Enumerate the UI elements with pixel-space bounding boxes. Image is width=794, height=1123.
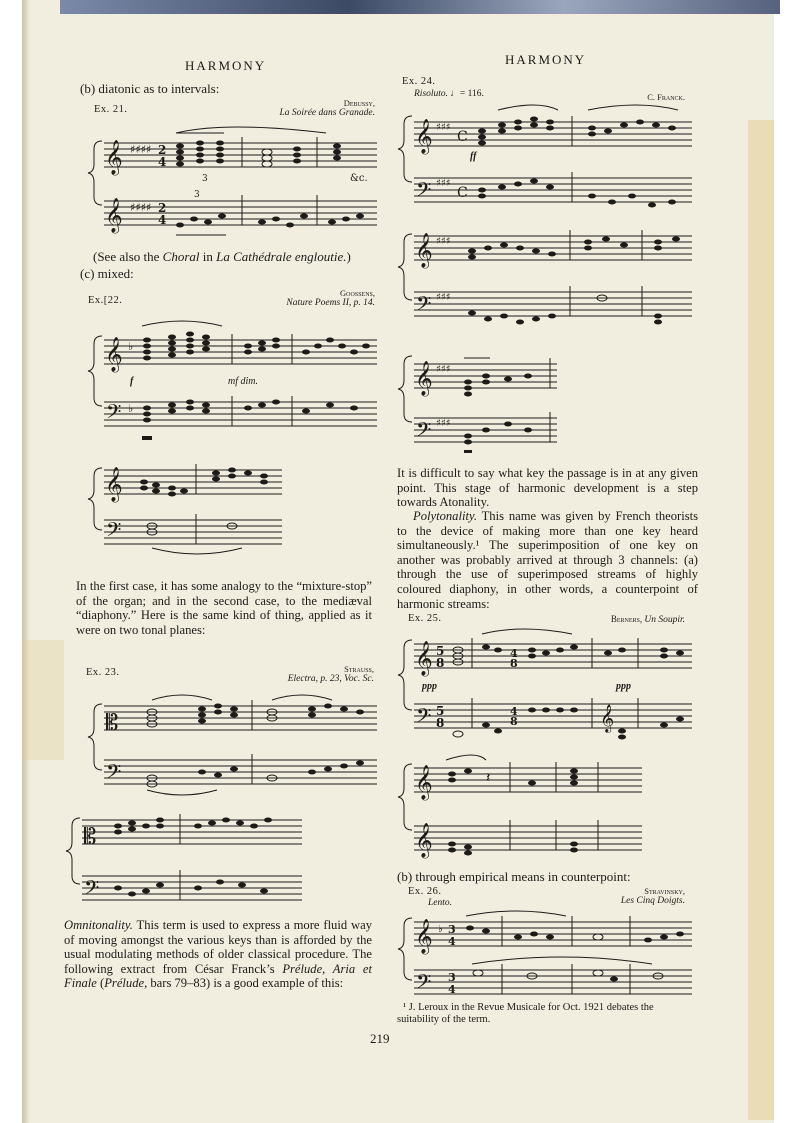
dynamic-ppp: ppp xyxy=(422,681,437,692)
ex22-composer: Goossens, xyxy=(340,288,375,298)
bass-clef-icon: 𝄢 xyxy=(106,760,122,788)
music-example-24c xyxy=(402,342,562,457)
music-example-26 xyxy=(402,908,697,1000)
key-sharps: ♯♯♯ xyxy=(436,236,451,247)
treble-clef-icon: 𝄞 xyxy=(105,467,123,502)
svg-text:𝄽: 𝄽 xyxy=(486,770,491,786)
term-polytonality: Polytonality. xyxy=(413,509,478,523)
staff-lower xyxy=(104,760,377,784)
page-spine-shadow xyxy=(22,0,30,1123)
key-flat: ♭ xyxy=(438,924,443,935)
key-sharps: ♯♯♯ xyxy=(436,178,451,189)
key-sharps: ♯♯♯♯ xyxy=(130,143,152,156)
c-clef-icon: 𝄡 xyxy=(106,711,119,736)
key-flat: ♭ xyxy=(128,340,134,353)
binding-tape xyxy=(22,640,64,760)
c-clef-icon: 𝄡 xyxy=(84,825,97,850)
paragraph-mixture-stop: In the first case, it has some analogy to the “mixture-stop” of the organ; and in the second case, to the mediæval “diaphony.” Here is the same kind of thing, applied as it were on two tonal planes: xyxy=(76,579,372,637)
bass-clef-icon: 𝄢 xyxy=(416,178,432,206)
svg-text:8: 8 xyxy=(510,657,518,670)
music-example-25a xyxy=(402,626,697,746)
chords-bass xyxy=(142,396,358,440)
ex21-composer: Debussy, xyxy=(343,98,375,108)
bass-clef-icon: 𝄢 xyxy=(84,876,100,904)
ex21-work: La Soirée dans Granade. xyxy=(279,108,375,118)
chords-treble xyxy=(140,464,268,497)
footnote: ¹ J. Leroux in the Revue Musicale for Oct. 1921 debates the suitability of the term. xyxy=(397,1002,654,1025)
treble-clef-icon: 𝄞 xyxy=(105,198,123,233)
time-signature: 3 xyxy=(448,971,456,984)
treble-clef-icon: 𝄞 xyxy=(105,140,123,175)
treble-clef-icon: 𝄞 xyxy=(415,919,433,954)
time-signature: 3 xyxy=(448,923,456,936)
section-diatonic: (b) diatonic as to intervals: xyxy=(80,81,220,96)
ex21-label: Ex. 21. xyxy=(94,104,128,115)
ex23-composer: Strauss, xyxy=(344,664,374,674)
section-mixed: (c) mixed: xyxy=(80,266,134,281)
time-signature: 5 xyxy=(436,644,445,658)
staff-upper xyxy=(104,706,377,730)
ex26-attribution xyxy=(580,886,685,906)
music-example-25b xyxy=(402,752,647,864)
music-example-23b xyxy=(70,806,310,911)
binding-tape xyxy=(748,120,774,1120)
see-also-note: (See also the Choral in La Cathédrale engloutie.) xyxy=(93,249,351,264)
time-signature: 2 xyxy=(158,201,167,215)
notes xyxy=(446,755,598,856)
ex24-tempo: Risoluto. ♩= 116. xyxy=(414,89,484,99)
time-signature: 8 xyxy=(436,716,445,730)
treble-clef-icon: 𝄞 xyxy=(415,823,433,858)
key-sharps: ♯♯♯ xyxy=(436,292,451,303)
bass-clef-icon: 𝄢 xyxy=(416,292,432,320)
ex24-composer: C. Franck. xyxy=(647,92,685,102)
dynamic-ppp: ppp xyxy=(616,681,631,692)
staff-treble xyxy=(414,922,692,946)
key-sharps: ♯♯♯ xyxy=(436,418,451,429)
time-signature: 4 xyxy=(158,213,167,227)
ex24-label: Ex. 24. xyxy=(402,76,436,87)
page-number: 219 xyxy=(370,1031,390,1046)
time-signature: 4 xyxy=(448,983,456,996)
triplet-mark: 3 xyxy=(194,190,200,200)
term-omnitonality: Omnitonality. xyxy=(64,918,133,932)
treble-clef-icon: 𝄞 xyxy=(105,337,123,372)
treble-clef-icon: 𝄞 xyxy=(415,361,433,396)
treble-clef-icon: 𝄞 xyxy=(415,641,433,676)
svg-text:8: 8 xyxy=(510,715,518,728)
ex26-tempo: Lento. xyxy=(428,898,453,908)
paragraph-difficult: It is difficult to say what key the passage is in at any given point. This stage of harmonic development is a step towards Atonality. xyxy=(397,466,698,510)
staff-bass xyxy=(414,704,692,728)
chords-lower xyxy=(114,870,268,900)
bass-clef-icon: 𝄢 xyxy=(106,518,122,546)
bass-clef-icon: 𝄢 xyxy=(106,400,122,428)
music-example-24b xyxy=(402,222,697,334)
scan-top-band xyxy=(60,0,780,14)
key-sharps: ♯♯♯♯ xyxy=(130,201,152,214)
time-signature: 5 xyxy=(436,704,445,718)
chords xyxy=(464,358,550,453)
svg-text:4: 4 xyxy=(510,647,518,660)
music-example-22b xyxy=(92,458,382,558)
running-head-right: HARMONY xyxy=(505,52,587,67)
section-empirical: (b) through empirical means in counterpoint: xyxy=(397,869,631,884)
ex22-work: Nature Poems II, p. 14. xyxy=(286,298,375,308)
ex26-work: Les Cinq Doigts. xyxy=(620,896,685,906)
running-head-left: HARMONY xyxy=(185,58,267,73)
treble-clef-icon: 𝄞 xyxy=(415,765,433,800)
ex25-label: Ex. 25. xyxy=(408,613,442,624)
dynamic-ff: ff xyxy=(470,151,477,162)
ex23-work: Electra, p. 23, Voc. Sc. xyxy=(287,674,374,684)
chords-treble xyxy=(468,230,680,260)
dynamic-mf-dim: mf dim. xyxy=(228,376,258,387)
treble-clef-icon: 𝄞 xyxy=(415,233,433,268)
ex22-attribution xyxy=(235,288,375,308)
staff-lower xyxy=(414,826,642,850)
chords-upper xyxy=(114,814,272,844)
paragraph-polytonality: Polytonality. This name was given by French theorists to the device of making more than one key heard simultaneously.¹ The superimposition of one key on another was probably arrived at through 3 channels: (a) through the use of superimposed streams of highly coloured diaphony, in other words, a counterpoint of harmonic streams: xyxy=(397,509,698,611)
staff-treble xyxy=(104,470,282,494)
ex21-attribution xyxy=(245,98,375,118)
common-time: C xyxy=(457,129,468,145)
time-signature: 4 xyxy=(448,935,456,948)
triplet-mark: 3 xyxy=(202,174,208,184)
bass-clef-icon: 𝄢 xyxy=(416,970,432,998)
common-time: C xyxy=(457,185,468,201)
ex25-attribution: Berners, Un Soupir. xyxy=(610,614,685,625)
ex22-label: Ex.[22. xyxy=(88,295,123,306)
ex23-attribution xyxy=(228,664,374,684)
staff-bass xyxy=(414,970,692,994)
bass-clef-icon: 𝄢 xyxy=(416,704,432,732)
staff-bass xyxy=(414,292,692,316)
quarter-note-icon: ♩ xyxy=(450,89,460,99)
music-example-23a xyxy=(92,690,382,800)
staff-bass xyxy=(104,520,282,544)
music-example-21 xyxy=(92,123,382,243)
etc-mark: &c. xyxy=(350,173,368,184)
bass-clef-icon: 𝄢 xyxy=(416,418,432,446)
staff-treble xyxy=(414,122,692,146)
music-example-24a xyxy=(402,102,697,214)
ex26-composer: Stravinsky, xyxy=(644,886,685,896)
key-flat: ♭ xyxy=(128,402,134,415)
svg-text:4: 4 xyxy=(510,705,518,718)
key-sharps: ♯♯♯ xyxy=(436,122,451,133)
time-signature: 8 xyxy=(436,656,445,670)
key-sharps: ♯♯♯ xyxy=(436,364,451,375)
treble-clef-icon: 𝄞 xyxy=(415,119,433,154)
paragraph-omnitonality: Omnitonality. This term is used to express a more fluid way of moving amongst the various keys than is afforded by the usual modulating methods of older classical procedure. The following extract from César Franck’s Prélude, Aria et Finale (Prélude, bars 79–83) is a good example of this: xyxy=(64,918,372,991)
dynamic-f: f xyxy=(130,376,134,387)
time-signature: 4 xyxy=(158,155,167,169)
time-signature: 2 xyxy=(158,143,167,157)
staff-bass xyxy=(414,178,692,202)
ex23-label: Ex. 23. xyxy=(86,667,120,678)
svg-text:𝄞: 𝄞 xyxy=(600,704,615,732)
ex26-label: Ex. 26. xyxy=(408,886,442,897)
